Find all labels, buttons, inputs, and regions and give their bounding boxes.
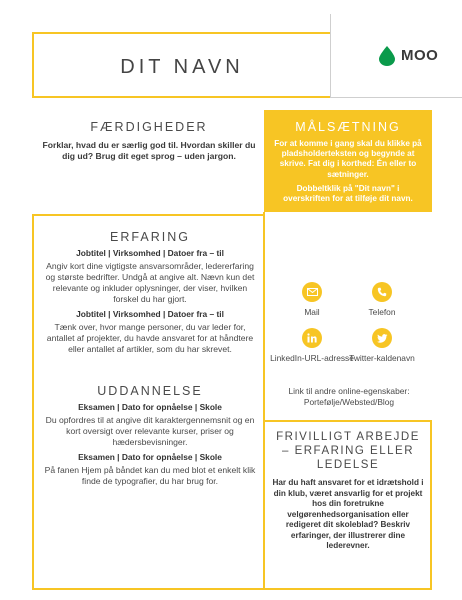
- contact-twitter[interactable]: [340, 328, 424, 364]
- edu-1-line[interactable]: Eksamen | Dato for opnåelse | Skole: [78, 402, 222, 412]
- phone-icon: [372, 282, 392, 302]
- twitter-icon: [372, 328, 392, 348]
- email-label: Mail: [304, 307, 320, 317]
- education-section: [44, 384, 256, 491]
- contact-phone[interactable]: [340, 282, 424, 318]
- goal-text-2[interactable]: Dobbeltklik på "Dit navn" i overskriften for at tilføje dit navn.: [283, 183, 413, 204]
- experience-section: [44, 230, 256, 359]
- volunteer-section: [270, 430, 426, 552]
- skills-section: [40, 120, 258, 162]
- linkedin-label: LinkedIn-URL-adresse: [270, 353, 354, 363]
- goal-title[interactable]: MÅLSÆTNING: [295, 120, 401, 134]
- linkedin-icon: [302, 328, 322, 348]
- phone-label: Telefon: [368, 307, 396, 317]
- job-2-line[interactable]: Jobtitel | Virksomhed | Datoer fra – til: [76, 309, 224, 319]
- job-1-desc[interactable]: Angiv kort dine vigtigste ansvarsområder, ledererfaring og største bedrifter. Undgå at angive alt. Nævn kun det relevante og inkluder oplysninger, der viser, hvilken forskel du har gjort.: [45, 261, 255, 304]
- envelope-icon: [302, 282, 322, 302]
- goal-text-1[interactable]: For at komme i gang skal du klikke på pladsholderteksten og begynde at skrive. Fat dig i korthed: Én eller to sætninger.: [274, 139, 422, 179]
- moo-logo-text: MOO: [401, 47, 439, 64]
- skills-title[interactable]: FÆRDIGHEDER: [90, 120, 208, 134]
- experience-title[interactable]: ERFARING: [110, 230, 190, 244]
- edu-1-desc[interactable]: Du opfordres til at angive dit karaktergennemsnit og en kort oversigt over relevante kurser, priser og hædersbevisninger.: [45, 415, 255, 447]
- name-header: [32, 32, 330, 98]
- job-2-desc[interactable]: Tænk over, hvor mange personer, du var leder for, antallet af projekter, du havde ansvaret for at håndtere eller antallet af artikler, som du har skrevet.: [46, 322, 254, 354]
- skills-text[interactable]: Forklar, hvad du er særlig god til. Hvordan skiller du dig ud? Brug dit eget sprog – uden jargon.: [42, 140, 256, 161]
- education-title[interactable]: UDDANNELSE: [97, 384, 203, 398]
- volunteer-text[interactable]: Har du haft ansvaret for et idrætshold i din klub, været ansvarlig for et projekt hos din foretrukne velgørenhedsorganisation eller redigeret dit skoleblad? Beskriv erfaringer, der illustrerer dine lederevner.: [272, 478, 424, 550]
- goal-section: [264, 110, 432, 212]
- moo-drop-icon: [379, 46, 395, 66]
- edu-2-desc[interactable]: På fanen Hjem på båndet kan du med blot et enkelt klik finde de typografier, du har brug for.: [44, 465, 256, 486]
- online-links-text[interactable]: Link til andre online-egenskaber: Portefølje/Websted/Blog: [288, 386, 410, 407]
- twitter-label: Twitter-kaldenavn: [349, 353, 415, 363]
- job-1-line[interactable]: Jobtitel | Virksomhed | Datoer fra – til: [76, 248, 224, 258]
- edu-2-line[interactable]: Eksamen | Dato for opnåelse | Skole: [78, 452, 222, 462]
- volunteer-title[interactable]: FRIVILLIGT ARBEJDE – ERFARING ELLER LEDELSE: [276, 431, 420, 471]
- name-title[interactable]: DIT NAVN: [120, 55, 244, 78]
- moo-logo: [330, 14, 462, 98]
